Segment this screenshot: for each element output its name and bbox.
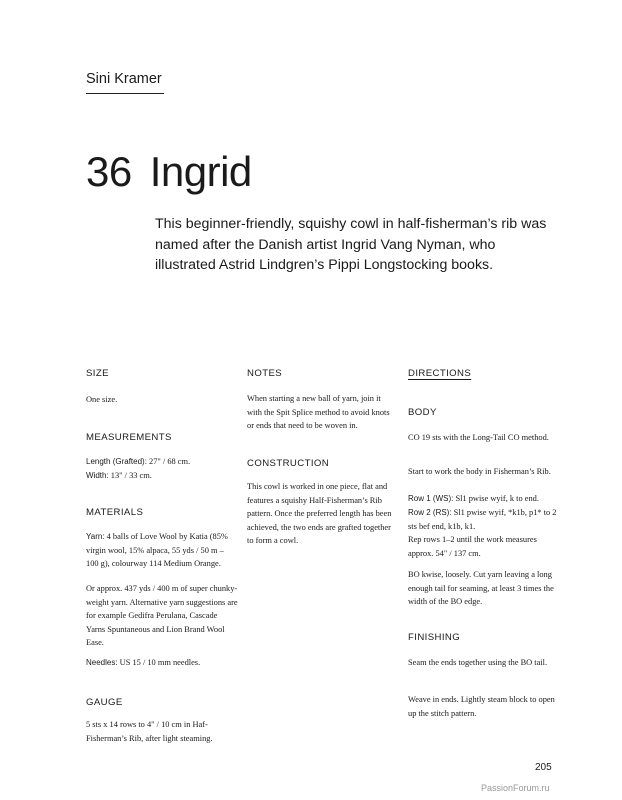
gauge-text: 5 sts x 14 rows to 4" / 10 cm in Haf-Fisherman’s Rib, after light steaming. (86, 720, 213, 743)
row2-text (408, 506, 558, 533)
needles-text: US 15 / 10 mm needles. (117, 658, 201, 667)
row2-instructions: Sl1 pwise wyif, *k1b, p1* to 2 sts bef end, k1b, k1. (408, 508, 557, 531)
size-heading: SIZE (86, 368, 109, 379)
notes-text: When starting a new ball of yarn, join it with the Spit Splice method to avoid knots or ends that need to be woven in. (247, 394, 390, 431)
co-text: CO 19 sts with the Long-Tail CO method. (408, 433, 549, 442)
weave-text: Weave in ends. Lightly steam block to open up the stitch pattern. (408, 695, 555, 718)
width-value: 13" / 33 cm. (108, 470, 152, 480)
pattern-name: Ingrid (149, 148, 252, 195)
page-number: 205 (535, 762, 552, 773)
construction-heading: CONSTRUCTION (247, 458, 330, 469)
width-label: Width: (86, 470, 109, 480)
gauge-heading: GAUGE (86, 697, 123, 708)
notes-heading: NOTES (247, 368, 283, 379)
directions-heading: DIRECTIONS (408, 368, 472, 379)
measurements-text (86, 455, 238, 482)
yarn-label: Yarn: (86, 532, 105, 541)
length-label: Length (Grafted): (86, 457, 147, 466)
finishing-heading: FINISHING (408, 632, 461, 643)
materials-needles (86, 656, 238, 670)
row2-label: Row 2 (RS): (408, 508, 452, 517)
seam-text: Seam the ends together using the BO tail. (408, 658, 548, 667)
materials-heading: MATERIALS (86, 507, 144, 518)
materials-alternatives: Or approx. 437 yds / 400 m of super chunky-weight yarn. Alternative yarn suggestions are for example Gedifra Perulana, Cascade Yarns Spuntaneous and Lion Brand Wool Ease. (86, 584, 238, 648)
row1-text (408, 492, 558, 506)
needles-label: Needles: (86, 658, 118, 667)
bind-off-text: BO kwise, loosely. Cut yarn leaving a long enough tail for seaming, at least 3 times the width of the BO edge. (408, 570, 554, 607)
author-underline (86, 93, 164, 94)
repeat-text: Rep rows 1–2 until the work measures approx. 54" / 137 cm. (408, 535, 537, 558)
pattern-number: 36 (86, 148, 132, 195)
row1-instructions: Sl1 pwise wyif, k to end. (453, 494, 539, 503)
size-text: One size. (86, 395, 118, 404)
yarn-text: 4 balls of Love Wool by Katia (85% virgin wool, 15% alpaca, 55 yds / 50 m – 100 g), colourway 114 Medium Orange. (86, 532, 228, 569)
author-name: Sini Kramer (86, 71, 162, 87)
body-heading: BODY (408, 407, 437, 418)
intro-paragraph: This beginner-friendly, squishy cowl in half-fisherman’s rib was named after the Danish artist Ingrid Vang Nyman, who illustrated Astrid Lindgren’s Pippi Longstocking books. (155, 216, 547, 274)
materials-yarn (86, 530, 238, 571)
pattern-title (86, 148, 252, 196)
start-text: Start to work the body in Fisherman’s Rib. (408, 467, 551, 476)
length-value: 27" / 68 cm. (146, 457, 191, 466)
measurements-heading: MEASUREMENTS (86, 432, 172, 443)
construction-text: This cowl is worked in one piece, flat and features a squishy Half-Fisherman’s Rib pattern. Once the preferred length has been achieved, the two ends are grafted together to form a cowl. (247, 482, 392, 546)
watermark-text: PassionForum.ru (481, 783, 550, 793)
row1-label: Row 1 (WS): (408, 494, 454, 503)
